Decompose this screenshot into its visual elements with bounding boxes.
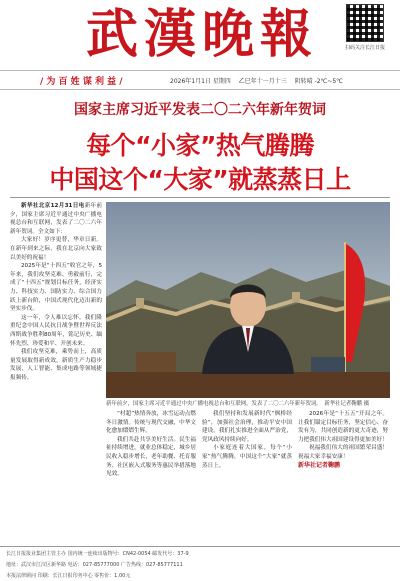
lunar-date: 乙巳年十一月十三 xyxy=(238,78,287,85)
footer xyxy=(0,546,400,581)
body-column-2 xyxy=(106,410,196,528)
qr-caption: 扫码关注长江日报 xyxy=(344,45,385,51)
main-headline-line1: 每个“小家”热气腾腾 xyxy=(86,131,314,160)
body-paragraph: 2026年是“十五五”开局之年。让我们锚定目标任务，坚定信心、奋发有为，共同创造新的更大奇迹，努力把我们伟大祖国建设得更加美好！ xyxy=(298,411,388,443)
newspaper-logo: 武漢晚報 xyxy=(86,4,319,65)
lead-paragraph: 我们攻坚克难，乘势而上，高质量发展取得新成效，新质生产力稳步发展，人工智能、集成电路等领域捷报频传。 xyxy=(10,349,102,381)
lead-paragraph: 2025年是“十四五”收官之年，5年来，我们攻坚克难、勇毅前行，完成了“十四五”规划目标任务，经济实力、科技实力、国防实力、综合国力跃上新台阶，中国式现代化迈出新的坚实步伐。 xyxy=(10,263,102,313)
body-paragraph: 我们共赴共享美好生活。民生福祉持续增进，就业总体稳定，城乡居民收入稳步增长，老年助餐、托育服务、社区嵌入式服务等惠民举措落地见效。 xyxy=(106,436,196,478)
footer-print: 本报法律顾问 印刷：长江日报印务中心 零售价：1.00元 xyxy=(6,573,131,579)
lead-paragraph: 大家好！岁序更替，华章日新。在新年到来之际，我在北京向大家致以美好的祝福！ xyxy=(10,237,102,261)
qr-code-block[interactable] xyxy=(342,4,388,64)
qr-code-icon[interactable] xyxy=(346,4,384,42)
lead-photo xyxy=(106,202,390,398)
lead-paragraph: 这一年，令人难以忘怀。我们隆重纪念中国人民抗日战争暨世界反法西斯战争胜利80周年，铭记历史、缅怀先烈、珍爱和平、开创未来。 xyxy=(10,314,102,347)
weather: 阴转晴 -2℃~5℃ xyxy=(294,78,343,85)
issue-date: 2026年1月1日 星期四 xyxy=(170,78,231,85)
signoff: 新华社记者鞠鹏 xyxy=(298,461,341,469)
body-column-4 xyxy=(298,410,388,528)
body-paragraph: “村超”热情奔放，冰雪运动点燃冬日激情。传统与现代交融，中华文化愈加熠熠生辉。 xyxy=(106,411,196,435)
body-paragraph: 祝福我们伟大的祖国繁荣昌盛！祝福大家幸福安康！ xyxy=(298,445,388,460)
masthead xyxy=(0,0,400,68)
footer-publisher: 长江日报报业集团主管主办 国内统一连续出版物号：CN42-0054 邮发代号：37-9 xyxy=(6,551,189,557)
body-paragraph: 我们坚持和发展新时代“枫桥经验”，加强社会治理，推动平安中国建设。我们扎实推进全面从严治党，党风政风持续向好。 xyxy=(202,411,292,443)
footer-address: 地址：武汉市江汉区新华路 电话：027-85777000 广告热线：027-85777111 xyxy=(6,562,183,568)
photo-illustration xyxy=(106,202,390,398)
dateline: 新华社北京12月31日电 xyxy=(21,203,85,209)
lead-article xyxy=(10,202,102,524)
divider xyxy=(10,197,390,198)
slogan: / 为 百 姓 谋 利 益 / xyxy=(40,77,123,87)
photo-caption: 新年前夕，国家主席习近平通过中央广播电视总台和互联网，发表了二〇二六年新年贺词。 新华社记者鞠鹏 摄 xyxy=(106,401,370,407)
kicker-headline: 国家主席习近平发表二〇二六年新年贺词 xyxy=(74,102,326,118)
body-column-3 xyxy=(202,410,292,528)
body-paragraph: 小家庭连着大国家。每个“小家”热气腾腾，中国这个“大家”就蒸蒸日上。 xyxy=(202,445,292,469)
main-headline-line2: 中国这个“大家”就蒸蒸日上 xyxy=(49,165,351,194)
date-bar xyxy=(0,70,400,90)
lead-paragraph: 新华社北京12月31日电新年前夕，国家主席习近平通过中央广播电视总台和互联网，发表了二〇二六年新年贺词。全文如下： xyxy=(10,203,102,235)
date-info xyxy=(170,76,349,85)
